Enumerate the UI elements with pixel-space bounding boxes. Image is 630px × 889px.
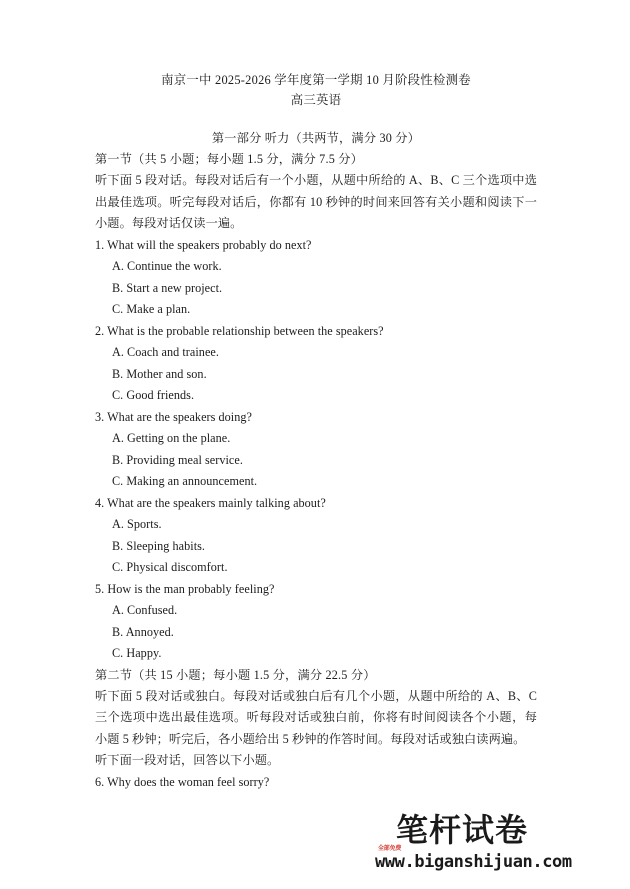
question-4-option-c[interactable]: C. Physical discomfort. [112, 560, 228, 574]
question-3: 3. What are the speakers doing? [95, 409, 252, 424]
section-two-direction: 听下面一段对话，回答以下小题。 [95, 753, 280, 767]
question-3-option-c[interactable]: C. Making an announcement. [112, 474, 258, 488]
question-3-option-a[interactable]: A. Getting on the plane. [112, 431, 231, 445]
page-subtitle: 高三英语 [290, 93, 342, 107]
question-2: 2. What is the probable relationship between the speakers? [95, 323, 384, 338]
watermark-url: www.biganshijuan.com [375, 852, 572, 872]
question-4: 4. What are the speakers mainly talking about? [95, 495, 326, 510]
page-title: 南京一中 2025-2026 学年度第一学期 10 月阶段性检测卷 [161, 73, 471, 87]
question-5-option-c[interactable]: C. Happy. [112, 646, 162, 660]
question-1-option-b[interactable]: B. Start a new project. [112, 280, 223, 295]
watermark-badge: 全部免费 [378, 845, 402, 852]
question-1-option-c[interactable]: C. Make a plan. [112, 302, 191, 316]
question-5-option-a[interactable]: A. Confused. [112, 603, 178, 617]
question-3-option-b[interactable]: B. Providing meal service. [112, 452, 243, 467]
question-4-option-b[interactable]: B. Sleeping habits. [112, 538, 206, 553]
section-two-heading: 第二节（共 15 小题；每小题 1.5 分，满分 22.5 分） [95, 667, 376, 682]
question-1-option-a[interactable]: A. Continue the work. [112, 259, 222, 273]
question-4-option-a[interactable]: A. Sports. [112, 517, 162, 531]
question-1: 1. What will the speakers probably do next? [95, 237, 312, 252]
section-one-instructions: 听下面 5 段对话。每段对话后有一个小题，从题中所给的 A、B、C 三个选项中选出最佳选项。听完每段对话后，你都有 10 秒钟的时间来回答有关小题和阅读下一小题。每段对话仅读一遍。 [95, 173, 537, 230]
question-5-option-b[interactable]: B. Annoyed. [112, 624, 174, 639]
question-6: 6. Why does the woman feel sorry? [95, 774, 270, 789]
watermark-brand: 笔杆试卷 [396, 811, 529, 849]
question-5: 5. How is the man probably feeling? [95, 581, 275, 596]
question-2-option-c[interactable]: C. Good friends. [112, 388, 195, 402]
section-two-instructions: 听下面 5 段对话或独白。每段对话或独白后有几个小题，从题中所给的 A、B、C 三个选项中选出最佳选项。听每段对话或独白前，你将有时间阅读各个小题，每小题 5 秒钟；听完后，各小题给出 5 秒钟的作答时间。每段对话或独白读两遍。 [95, 688, 537, 746]
question-2-option-b[interactable]: B. Mother and son. [112, 366, 207, 381]
watermark [372, 812, 572, 882]
part-one-heading: 第一部分 听力（共两节，满分 30 分） [211, 131, 421, 145]
question-2-option-a[interactable]: A. Coach and trainee. [112, 345, 219, 359]
section-one-heading: 第一节（共 5 小题；每小题 1.5 分，满分 7.5 分） [95, 152, 364, 166]
